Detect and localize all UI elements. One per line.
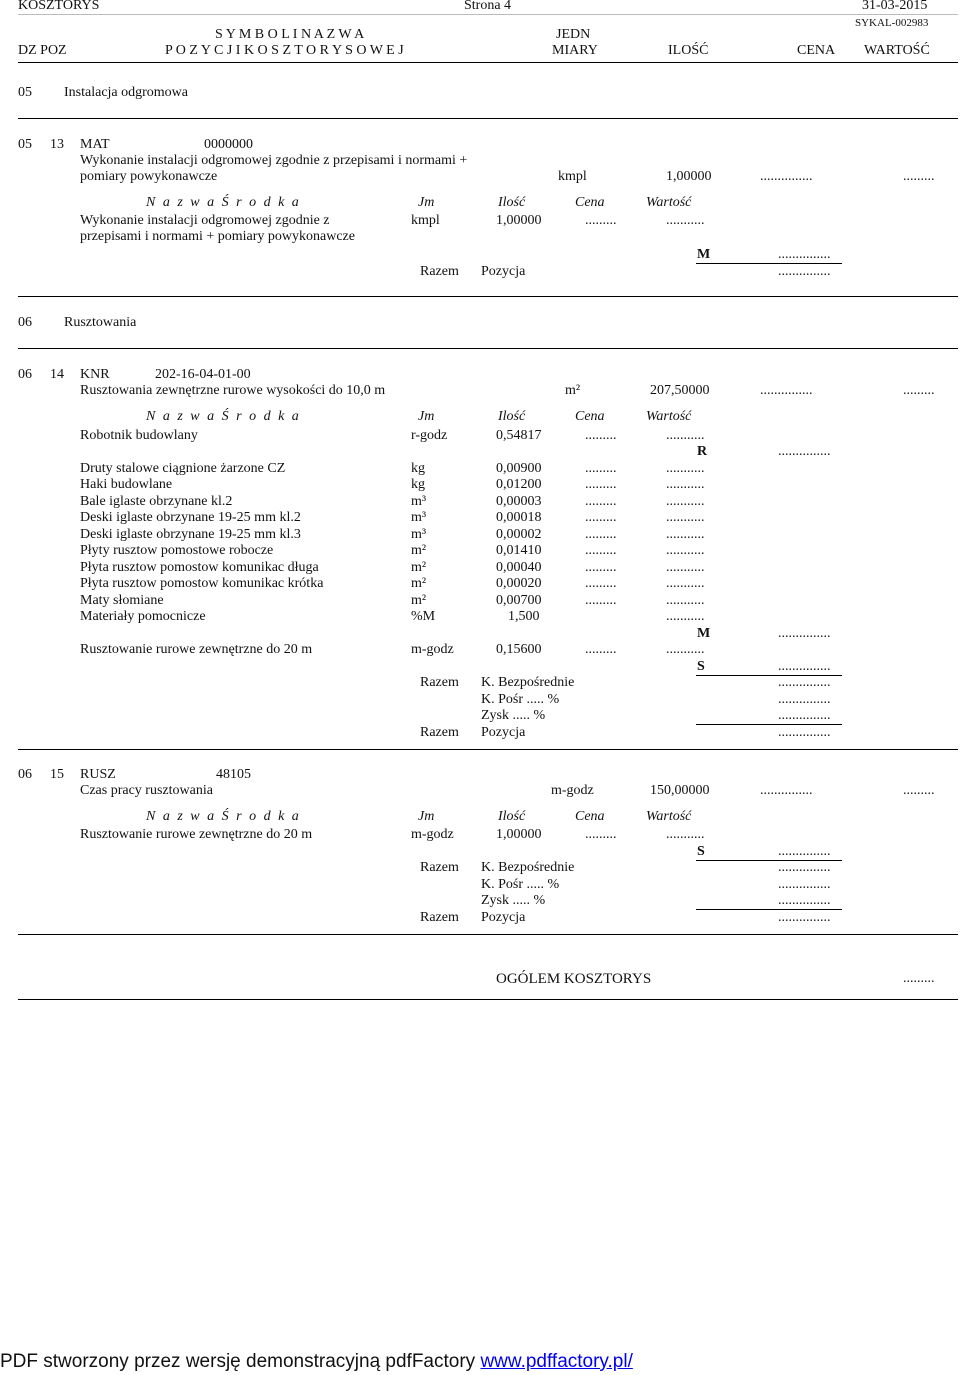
resource-header-wartosc: Wartość: [646, 195, 692, 210]
resource-name: Maty słomiane: [80, 593, 164, 608]
section-rule: [18, 118, 958, 119]
resource-name: Haki budowlane: [80, 477, 173, 492]
resource-quantity: 0,01200: [496, 477, 542, 492]
pos-price: ...............: [760, 169, 813, 184]
resource-price: .........: [585, 477, 617, 492]
pos-quantity: 150,00000: [650, 783, 710, 798]
page-number: Strona 4: [464, 0, 512, 13]
resource-name: Deski iglaste obrzynane 19-25 mm kl.3: [80, 527, 301, 542]
k-bezposrednie-value: ...............: [778, 860, 831, 875]
document-code: SYKAL-002983: [855, 17, 929, 29]
subtotal-r-value: ...............: [778, 444, 831, 459]
resource-price: .........: [585, 576, 617, 591]
subtotal-s-label: S: [697, 659, 705, 674]
resource-name: Bale iglaste obrzynane kl.2: [80, 494, 233, 509]
resource-value: ...........: [666, 609, 705, 624]
pos-unit: m²: [565, 383, 581, 398]
header-rule: [18, 14, 958, 15]
resource-quantity: 1,00000: [496, 213, 542, 228]
pos-unit: kmpl: [558, 169, 587, 184]
pos-value: .........: [903, 383, 935, 398]
resource-price: .........: [585, 543, 617, 558]
col-header-cena: CENA: [797, 43, 836, 58]
resource-price: .........: [585, 827, 617, 842]
resource-value: ...........: [666, 593, 705, 608]
razem-label: Razem: [420, 910, 459, 925]
k-bezposrednie-label: K. Bezpośrednie: [481, 860, 575, 875]
resource-name: Wykonanie instalacji odgromowej zgodnie z: [80, 213, 330, 228]
subtotal-m-value: ...............: [778, 626, 831, 641]
resource-name: Materiały pomocnicze: [80, 609, 206, 624]
col-header-jedn: JEDN: [556, 27, 591, 42]
pos-unit: m-godz: [551, 783, 594, 798]
grand-total-value: .........: [903, 971, 935, 986]
pos-description: Czas pracy rusztowania: [80, 783, 213, 798]
resource-price: .........: [585, 642, 617, 657]
resource-price: .........: [585, 527, 617, 542]
pdf-footer: [0, 1350, 633, 1374]
resource-unit: m²: [411, 576, 427, 591]
resource-quantity: 1,00000: [496, 827, 542, 842]
resource-header-wartosc: Wartość: [646, 809, 692, 824]
col-header-ilosc: ILOŚĆ: [668, 43, 709, 58]
total-rule: [18, 999, 958, 1000]
razem-label: Razem: [420, 264, 459, 279]
resource-quantity: 0,00018: [496, 510, 542, 525]
resource-quantity: 0,00700: [496, 593, 542, 608]
resource-unit: m²: [411, 560, 427, 575]
resource-value: ...........: [666, 428, 705, 443]
pos-description: Wykonanie instalacji odgromowej zgodnie z przepisami i normami +: [80, 153, 468, 168]
resource-value: ...........: [666, 642, 705, 657]
resource-header-name: N a z w a Ś r o d k a: [146, 195, 301, 210]
resource-unit: %M: [411, 609, 436, 624]
section-name: Instalacja odgromowa: [64, 85, 189, 100]
resource-price: .........: [585, 510, 617, 525]
pozycja-label: Pozycja: [481, 910, 526, 925]
resource-unit: m-godz: [411, 642, 454, 657]
grand-total-label: OGÓLEM KOSZTORYS: [496, 971, 652, 987]
resource-header-ilosc: Ilość: [498, 809, 526, 824]
pos-code: 48105: [216, 767, 251, 782]
resource-header-ilosc: Ilość: [498, 195, 526, 210]
resource-value: ...........: [666, 527, 705, 542]
resource-unit: m²: [411, 593, 427, 608]
resource-price: .........: [585, 494, 617, 509]
subtotal-s-value: ...............: [778, 659, 831, 674]
resource-quantity: 1,500: [508, 609, 540, 624]
resource-name: Płyta rusztow pomostow komunikac długa: [80, 560, 319, 575]
resource-header-name: N a z w a Ś r o d k a: [146, 409, 301, 424]
section-rule: [18, 348, 958, 349]
resource-unit: m³: [411, 510, 427, 525]
col-header-pozycji: P O Z Y C J I K O S Z T O R Y S O W E J: [165, 43, 404, 58]
resource-value: ...........: [666, 213, 705, 228]
resource-header-cena: Cena: [575, 195, 605, 210]
resource-unit: r-godz: [411, 428, 448, 443]
position-rule: [18, 296, 958, 297]
resource-value: ...........: [666, 510, 705, 525]
razem-label: Razem: [420, 725, 459, 740]
resource-quantity: 0,00020: [496, 576, 542, 591]
resource-unit: kg: [411, 477, 425, 492]
resource-quantity: 0,15600: [496, 642, 542, 657]
resource-unit: m²: [411, 543, 427, 558]
pdffactory-link[interactable]: www.pdffactory.pl/: [480, 1351, 633, 1372]
resource-price: .........: [585, 593, 617, 608]
position-rule: [18, 934, 958, 935]
pozycja-total: ...............: [778, 725, 831, 740]
resource-value: ...........: [666, 543, 705, 558]
section-number: 05: [18, 85, 32, 100]
pos-code: 0000000: [204, 137, 253, 152]
pos-price: ...............: [760, 783, 813, 798]
resource-header-jm: Jm: [418, 809, 435, 824]
resource-value: ...........: [666, 461, 705, 476]
resource-price: .........: [585, 560, 617, 575]
subtotal-m-value: ...............: [778, 247, 831, 262]
pos-number: 14: [50, 367, 64, 382]
k-posrednie-value: ...............: [778, 692, 831, 707]
resource-header-ilosc: Ilość: [498, 409, 526, 424]
k-posrednie-label: K. Pośr ..... %: [481, 692, 560, 707]
k-bezposrednie-value: ...............: [778, 675, 831, 690]
resource-unit: m³: [411, 494, 427, 509]
resource-unit: m-godz: [411, 827, 454, 842]
resource-header-name: N a z w a Ś r o d k a: [146, 809, 301, 824]
zysk-label: Zysk ..... %: [481, 708, 546, 723]
subtotal-m-label: M: [697, 626, 711, 641]
resource-name: Płyty rusztow pomostowe robocze: [80, 543, 274, 558]
resource-price: .........: [585, 428, 617, 443]
subtotal-m-label: M: [697, 247, 711, 262]
resource-quantity: 0,01410: [496, 543, 542, 558]
document-title: KOSZTORYS: [18, 0, 100, 13]
k-bezposrednie-label: K. Bezpośrednie: [481, 675, 575, 690]
pozycja-label: Pozycja: [481, 264, 526, 279]
pos-quantity: 207,50000: [650, 383, 710, 398]
pozycja-label: Pozycja: [481, 725, 526, 740]
pos-description-cont: pomiary powykonawcze: [80, 169, 218, 184]
subtotal-s-value: ...............: [778, 844, 831, 859]
col-header-symbol: S Y M B O L I N A Z W A: [215, 27, 365, 42]
resource-header-jm: Jm: [418, 195, 435, 210]
section-name: Rusztowania: [64, 315, 137, 330]
resource-value: ...........: [666, 494, 705, 509]
resource-unit: kmpl: [411, 213, 440, 228]
resource-name: Robotnik budowlany: [80, 428, 198, 443]
resource-header-jm: Jm: [418, 409, 435, 424]
resource-price: .........: [585, 213, 617, 228]
col-header-wartosc: WARTOŚĆ: [864, 43, 930, 58]
resource-header-wartosc: Wartość: [646, 409, 692, 424]
col-header-dz-poz: DZ POZ: [18, 43, 67, 58]
pos-code: 202-16-04-01-00: [155, 367, 251, 382]
header-bottom-rule: [18, 62, 958, 63]
zysk-label: Zysk ..... %: [481, 893, 546, 908]
pos-number: 15: [50, 767, 64, 782]
resource-name: Deski iglaste obrzynane 19-25 mm kl.2: [80, 510, 301, 525]
pos-type: MAT: [80, 137, 110, 152]
k-posrednie-value: ...............: [778, 877, 831, 892]
resource-quantity: 0,00002: [496, 527, 542, 542]
pozycja-total: ...............: [778, 910, 831, 925]
col-header-miary: MIARY: [552, 43, 598, 58]
pos-value: .........: [903, 169, 935, 184]
pozycja-total: ...............: [778, 264, 831, 279]
pos-price: ...............: [760, 383, 813, 398]
document-date: 31-03-2015: [862, 0, 928, 13]
pdf-footer-text: PDF stworzony przez wersję demonstracyjną pdfFactory: [0, 1351, 481, 1372]
pos-dz: 06: [18, 367, 32, 382]
resource-value: ...........: [666, 576, 705, 591]
zysk-value: ...............: [778, 893, 831, 908]
razem-label: Razem: [420, 860, 459, 875]
resource-name: Druty stalowe ciągnione żarzone CZ: [80, 461, 286, 476]
pos-value: .........: [903, 783, 935, 798]
resource-value: ...........: [666, 827, 705, 842]
resource-quantity: 0,00003: [496, 494, 542, 509]
resource-value: ...........: [666, 477, 705, 492]
subtotal-s-label: S: [697, 844, 705, 859]
pos-type: RUSZ: [80, 767, 116, 782]
pos-number: 13: [50, 137, 64, 152]
razem-label: Razem: [420, 675, 459, 690]
resource-name: Płyta rusztow pomostow komunikac krótka: [80, 576, 324, 591]
position-rule: [18, 749, 958, 750]
resource-name: Rusztowanie rurowe zewnętrzne do 20 m: [80, 827, 313, 842]
subtotal-r-label: R: [697, 444, 708, 459]
k-posrednie-label: K. Pośr ..... %: [481, 877, 560, 892]
resource-price: .........: [585, 461, 617, 476]
resource-unit: kg: [411, 461, 425, 476]
resource-name-cont: przepisami i normami + pomiary powykonawcze: [80, 229, 355, 244]
resource-quantity: 0,00040: [496, 560, 542, 575]
resource-unit: m³: [411, 527, 427, 542]
pos-dz: 05: [18, 137, 32, 152]
resource-quantity: 0,54817: [496, 428, 542, 443]
pos-description: Rusztowania zewnętrzne rurowe wysokości do 10,0 m: [80, 383, 386, 398]
resource-quantity: 0,00900: [496, 461, 542, 476]
resource-value: ...........: [666, 560, 705, 575]
resource-header-cena: Cena: [575, 409, 605, 424]
resource-name: Rusztowanie rurowe zewnętrzne do 20 m: [80, 642, 313, 657]
zysk-value: ...............: [778, 708, 831, 723]
section-number: 06: [18, 315, 32, 330]
resource-header-cena: Cena: [575, 809, 605, 824]
pos-type: KNR: [80, 367, 110, 382]
pos-quantity: 1,00000: [666, 169, 712, 184]
pos-dz: 06: [18, 767, 32, 782]
